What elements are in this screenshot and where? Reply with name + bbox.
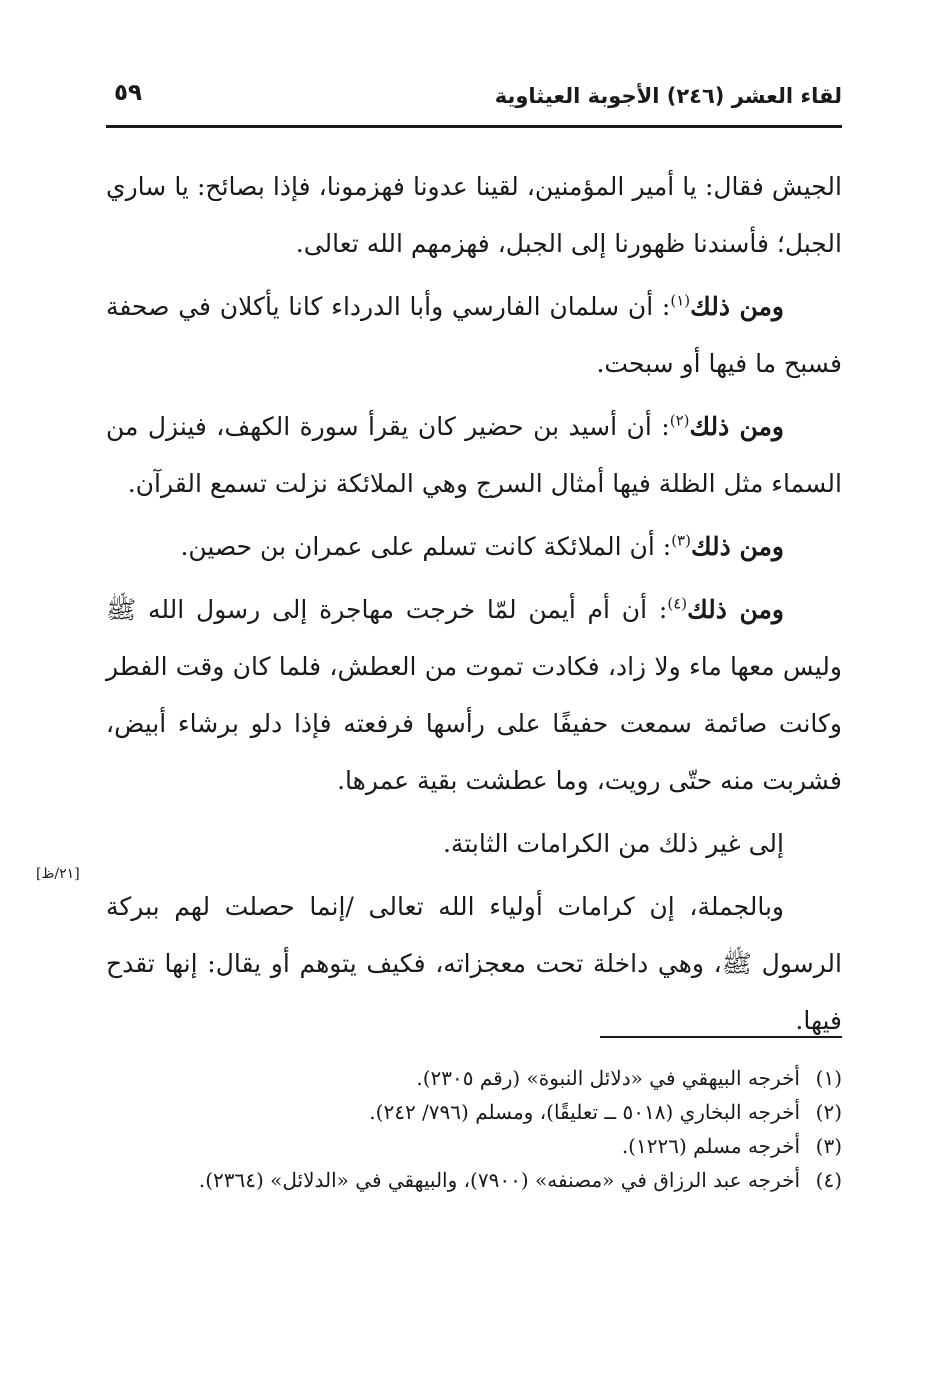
footnote-number: (١)	[815, 1066, 842, 1090]
footnotes	[106, 1062, 842, 1198]
paragraph-text: : أن أم أيمن لمّا خرجت مهاجرة إلى رسول الله ﷺ وليس معها ماء ولا زاد، فكادت تموت من العطش، فلما كان وقت الفطر وكانت صائمة سمعت حفيفًا على رأسها فرفعته فإذا دلو برشاء أبيض، فشربت منه حتّى رويت، وما عطشت بقية عمرها.	[106, 595, 842, 795]
paragraph-7: وبالجملة، إن كرامات أولياء الله تعالى /إنما حصلت لهم ببركة الرسول ﷺ، وهي داخلة تحت معجزاته، فكيف يتوهم أو يقال: إنها تقدح فيها.	[106, 892, 842, 1035]
header-rule	[106, 125, 842, 128]
paragraph-text: : أن سلمان الفارسي وأبا الدرداء كانا يأكلان في صحفة فسبح ما فيها أو سبحت.	[106, 292, 842, 378]
footnote-1	[106, 1062, 842, 1095]
footnote-text: أخرجه البخاري (٥٠١٨ ــ تعليقًا)، ومسلم (٧٩٦/ ٢٤٢).	[369, 1100, 800, 1124]
footnote-4	[106, 1164, 842, 1197]
paragraph-lead: ومن ذلك	[690, 292, 784, 321]
footnote-number: (٤)	[815, 1168, 842, 1192]
paragraph-4	[106, 518, 842, 575]
paragraph-text: : أن الملائكة كانت تسلم على عمران بن حصين.	[180, 532, 672, 561]
footnote-2	[106, 1096, 842, 1129]
paragraph-6: إلى غير ذلك من الكرامات الثابتة.	[442, 829, 784, 858]
footnote-text: أخرجه عبد الرزاق في «مصنفه» (٧٩٠٠)، والبيهقي في «الدلائل» (٢٣٦٤).	[198, 1168, 800, 1192]
running-title: لقاء العشر (٢٤٦) الأجوبة العيثاوية	[494, 84, 842, 108]
footnote-number: (٢)	[815, 1100, 842, 1124]
footnote-ref-2: (٢)	[669, 411, 690, 430]
page-number: ٥٩	[114, 80, 143, 106]
footnote-text: أخرجه البيهقي في «دلائل النبوة» (رقم ٢٣٠٥).	[416, 1066, 800, 1090]
paragraph-lead: ومن ذلك	[687, 595, 784, 624]
paragraph-5	[106, 581, 842, 809]
footnote-ref-1: (١)	[670, 291, 691, 310]
paragraph-3	[106, 398, 842, 512]
footnote-rule	[600, 1036, 842, 1038]
paragraph-text: : أن أسيد بن حضير كان يقرأ سورة الكهف، فينزل من السماء مثل الظلة فيها أمثال السرج وهي الملائكة نزلت تسمع القرآن.	[106, 412, 842, 498]
footnote-text: أخرجه مسلم (١٢٢٦).	[621, 1134, 800, 1158]
paragraph-1: الجيش فقال: يا أمير المؤمنين، لقينا عدونا فهزمونا، فإذا بصائح: يا ساري الجبل؛ فأسندنا ظهورنا إلى الجبل، فهزمهم الله تعالى.	[106, 172, 842, 258]
paragraph-lead: ومن ذلك	[689, 412, 784, 441]
footnote-ref-4: (٤)	[667, 594, 688, 613]
page-header	[106, 78, 842, 124]
footnote-number: (٣)	[815, 1134, 842, 1158]
body-text	[106, 158, 842, 1055]
footnote-3	[106, 1130, 842, 1163]
margin-folio-note: [٢١/ظ]	[36, 866, 80, 882]
paragraph-lead: ومن ذلك	[690, 532, 784, 561]
footnote-ref-3: (٣)	[671, 531, 691, 550]
paragraph-2	[106, 278, 842, 392]
